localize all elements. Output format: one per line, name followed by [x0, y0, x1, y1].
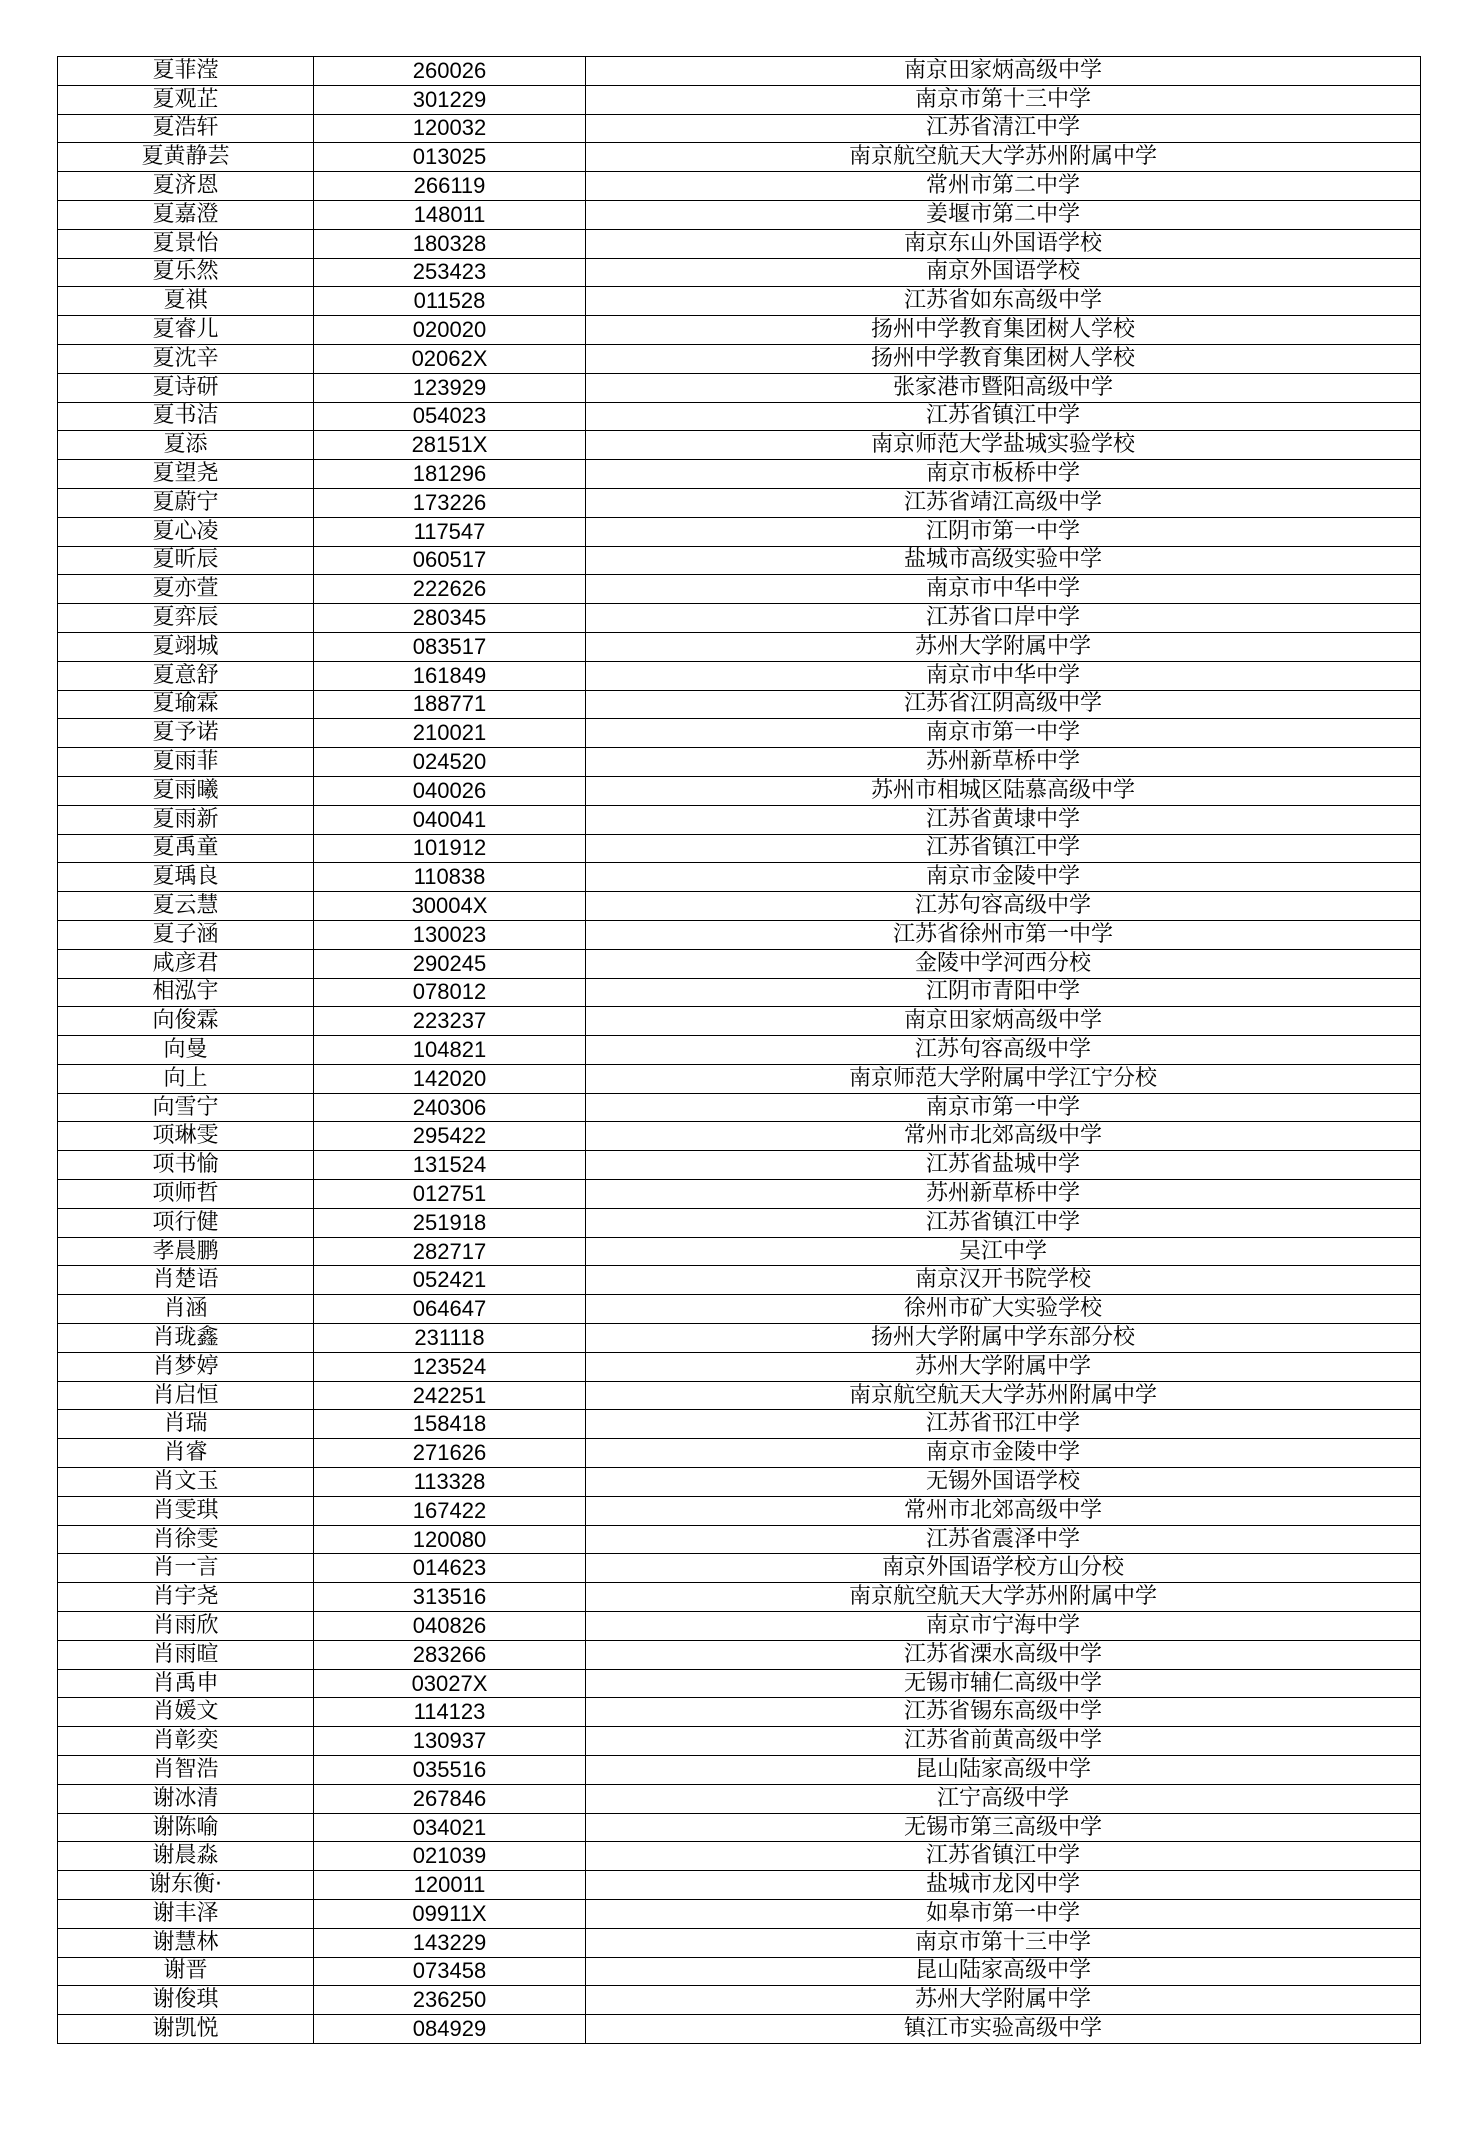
student-name-cell: 肖瑞 [58, 1410, 314, 1439]
school-name-cell: 昆山陆家高级中学 [586, 1957, 1421, 1986]
school-name-cell: 盐城市高级实验中学 [586, 546, 1421, 575]
table-row [58, 1756, 1421, 1785]
school-name-cell: 南京市第十三中学 [586, 85, 1421, 114]
student-name-cell: 夏济恩 [58, 172, 314, 201]
table-row [58, 892, 1421, 921]
student-name-cell: 肖雯琪 [58, 1496, 314, 1525]
table-row [58, 344, 1421, 373]
table-row [58, 1381, 1421, 1410]
table-row [58, 229, 1421, 258]
student-name-cell: 夏瑀良 [58, 863, 314, 892]
student-id-cell: 231118 [314, 1324, 586, 1353]
student-id-cell: 188771 [314, 690, 586, 719]
school-name-cell: 江苏省口岸中学 [586, 604, 1421, 633]
table-row [58, 143, 1421, 172]
school-name-cell: 苏州大学附属中学 [586, 1986, 1421, 2015]
student-id-cell: 240306 [314, 1093, 586, 1122]
student-name-cell: 向俊霖 [58, 1007, 314, 1036]
student-name-cell: 肖徐雯 [58, 1525, 314, 1554]
table-row [58, 287, 1421, 316]
table-row [58, 661, 1421, 690]
school-name-cell: 南京田家炳高级中学 [586, 1007, 1421, 1036]
table-row [58, 1151, 1421, 1180]
student-name-cell: 向曼 [58, 1036, 314, 1065]
student-id-cell: 167422 [314, 1496, 586, 1525]
table-row [58, 1784, 1421, 1813]
student-name-cell: 相泓宇 [58, 978, 314, 1007]
student-name-cell: 肖雨暄 [58, 1640, 314, 1669]
student-name-cell: 项行健 [58, 1208, 314, 1237]
student-name-cell: 肖智浩 [58, 1756, 314, 1785]
student-id-cell: 060517 [314, 546, 586, 575]
student-name-cell: 夏昕辰 [58, 546, 314, 575]
student-name-cell: 肖楚语 [58, 1266, 314, 1295]
student-name-cell: 孝晨鹏 [58, 1237, 314, 1266]
school-name-cell: 常州市第二中学 [586, 172, 1421, 201]
school-name-cell: 江苏省前黄高级中学 [586, 1727, 1421, 1756]
student-name-cell: 夏雨新 [58, 805, 314, 834]
school-name-cell: 江苏省黄埭中学 [586, 805, 1421, 834]
table-row [58, 517, 1421, 546]
student-id-cell: 040826 [314, 1612, 586, 1641]
student-id-cell: 283266 [314, 1640, 586, 1669]
school-name-cell: 江苏省镇江中学 [586, 1208, 1421, 1237]
school-name-cell: 无锡市辅仁高级中学 [586, 1669, 1421, 1698]
school-name-cell: 扬州中学教育集团树人学校 [586, 316, 1421, 345]
student-id-cell: 301229 [314, 85, 586, 114]
table-row [58, 1122, 1421, 1151]
school-name-cell: 南京师范大学附属中学江宁分校 [586, 1064, 1421, 1093]
school-name-cell: 江苏省靖江高级中学 [586, 488, 1421, 517]
table-row [58, 1669, 1421, 1698]
student-name-cell: 肖宇尧 [58, 1583, 314, 1612]
school-name-cell: 南京师范大学盐城实验学校 [586, 431, 1421, 460]
table-row [58, 402, 1421, 431]
table-row [58, 488, 1421, 517]
student-id-cell: 054023 [314, 402, 586, 431]
student-name-cell: 肖珑鑫 [58, 1324, 314, 1353]
student-id-cell: 073458 [314, 1957, 586, 1986]
school-name-cell: 吴江中学 [586, 1237, 1421, 1266]
student-id-cell: 148011 [314, 200, 586, 229]
student-name-cell: 夏雨曦 [58, 776, 314, 805]
table-row [58, 748, 1421, 777]
student-id-cell: 143229 [314, 1928, 586, 1957]
student-name-cell: 谢陈喻 [58, 1813, 314, 1842]
table-row [58, 1813, 1421, 1842]
table-row [58, 920, 1421, 949]
school-name-cell: 南京外国语学校 [586, 258, 1421, 287]
table-row [58, 200, 1421, 229]
student-id-cell: 09911X [314, 1900, 586, 1929]
table-row [58, 1266, 1421, 1295]
table-row [58, 604, 1421, 633]
school-name-cell: 盐城市龙冈中学 [586, 1871, 1421, 1900]
student-name-cell: 夏祺 [58, 287, 314, 316]
student-id-cell: 110838 [314, 863, 586, 892]
school-name-cell: 江苏省邗江中学 [586, 1410, 1421, 1439]
table-row [58, 1237, 1421, 1266]
student-name-cell: 肖涵 [58, 1295, 314, 1324]
student-name-cell: 夏乐然 [58, 258, 314, 287]
table-row [58, 690, 1421, 719]
table-row [58, 834, 1421, 863]
student-name-cell: 夏弈辰 [58, 604, 314, 633]
student-id-cell: 011528 [314, 287, 586, 316]
student-name-cell: 夏黄静芸 [58, 143, 314, 172]
student-id-cell: 158418 [314, 1410, 586, 1439]
student-name-cell: 夏翊城 [58, 632, 314, 661]
school-name-cell: 南京田家炳高级中学 [586, 57, 1421, 86]
table-row [58, 805, 1421, 834]
table-row [58, 172, 1421, 201]
student-id-cell: 078012 [314, 978, 586, 1007]
student-id-cell: 020020 [314, 316, 586, 345]
school-name-cell: 张家港市暨阳高级中学 [586, 373, 1421, 402]
school-name-cell: 如皋市第一中学 [586, 1900, 1421, 1929]
student-id-cell: 114123 [314, 1698, 586, 1727]
student-name-cell: 谢东衡· [58, 1871, 314, 1900]
student-id-cell: 012751 [314, 1180, 586, 1209]
school-name-cell: 江苏省镇江中学 [586, 402, 1421, 431]
student-name-cell: 咸彦君 [58, 949, 314, 978]
school-name-cell: 江宁高级中学 [586, 1784, 1421, 1813]
school-name-cell: 南京航空航天大学苏州附属中学 [586, 1583, 1421, 1612]
school-name-cell: 江苏省徐州市第一中学 [586, 920, 1421, 949]
school-name-cell: 南京东山外国语学校 [586, 229, 1421, 258]
school-name-cell: 江苏句容高级中学 [586, 1036, 1421, 1065]
student-name-cell: 夏嘉澄 [58, 200, 314, 229]
table-row [58, 1612, 1421, 1641]
student-name-cell: 夏沈辛 [58, 344, 314, 373]
student-id-cell: 120080 [314, 1525, 586, 1554]
student-id-cell: 123929 [314, 373, 586, 402]
school-name-cell: 江苏省溧水高级中学 [586, 1640, 1421, 1669]
student-name-cell: 谢丰泽 [58, 1900, 314, 1929]
student-id-cell: 040041 [314, 805, 586, 834]
school-name-cell: 南京市第一中学 [586, 719, 1421, 748]
table-row [58, 575, 1421, 604]
school-name-cell: 常州市北郊高级中学 [586, 1122, 1421, 1151]
student-name-cell: 夏瑜霖 [58, 690, 314, 719]
school-name-cell: 南京市第十三中学 [586, 1928, 1421, 1957]
school-name-cell: 江苏句容高级中学 [586, 892, 1421, 921]
student-name-cell: 夏雨菲 [58, 748, 314, 777]
student-id-cell: 084929 [314, 2015, 586, 2044]
student-id-cell: 104821 [314, 1036, 586, 1065]
school-name-cell: 无锡市第三高级中学 [586, 1813, 1421, 1842]
school-name-cell: 南京外国语学校方山分校 [586, 1554, 1421, 1583]
student-id-cell: 131524 [314, 1151, 586, 1180]
school-name-cell: 南京航空航天大学苏州附属中学 [586, 143, 1421, 172]
table-row [58, 863, 1421, 892]
student-name-cell: 向雪宁 [58, 1093, 314, 1122]
school-name-cell: 江苏省镇江中学 [586, 834, 1421, 863]
table-row [58, 1928, 1421, 1957]
table-row [58, 85, 1421, 114]
student-id-cell: 040026 [314, 776, 586, 805]
table-row [58, 1468, 1421, 1497]
student-name-cell: 夏浩轩 [58, 114, 314, 143]
table-row [58, 373, 1421, 402]
table-row [58, 1064, 1421, 1093]
student-name-cell: 夏书洁 [58, 402, 314, 431]
table-row [58, 1871, 1421, 1900]
student-name-cell: 肖睿 [58, 1439, 314, 1468]
school-name-cell: 江苏省如东高级中学 [586, 287, 1421, 316]
student-name-cell: 夏望尧 [58, 460, 314, 489]
student-name-cell: 夏诗研 [58, 373, 314, 402]
table-row [58, 1295, 1421, 1324]
student-name-cell: 夏云慧 [58, 892, 314, 921]
student-name-cell: 肖雨欣 [58, 1612, 314, 1641]
student-name-cell: 肖禹申 [58, 1669, 314, 1698]
student-id-cell: 034021 [314, 1813, 586, 1842]
student-list-table [57, 56, 1421, 2044]
student-id-cell: 266119 [314, 172, 586, 201]
table-row [58, 2015, 1421, 2044]
student-id-cell: 161849 [314, 661, 586, 690]
school-name-cell: 苏州大学附属中学 [586, 1352, 1421, 1381]
student-name-cell: 谢凯悦 [58, 2015, 314, 2044]
table-row [58, 1352, 1421, 1381]
student-id-cell: 28151X [314, 431, 586, 460]
student-name-cell: 谢冰清 [58, 1784, 314, 1813]
table-row [58, 1957, 1421, 1986]
student-name-cell: 项书愉 [58, 1151, 314, 1180]
table-row [58, 1727, 1421, 1756]
student-id-cell: 130023 [314, 920, 586, 949]
student-id-cell: 083517 [314, 632, 586, 661]
table-row [58, 632, 1421, 661]
school-name-cell: 无锡外国语学校 [586, 1468, 1421, 1497]
school-name-cell: 江苏省镇江中学 [586, 1842, 1421, 1871]
student-id-cell: 260026 [314, 57, 586, 86]
table-row [58, 719, 1421, 748]
student-id-cell: 280345 [314, 604, 586, 633]
table-row [58, 978, 1421, 1007]
school-name-cell: 姜堰市第二中学 [586, 200, 1421, 229]
school-name-cell: 苏州大学附属中学 [586, 632, 1421, 661]
student-name-cell: 肖梦婷 [58, 1352, 314, 1381]
student-name-cell: 向上 [58, 1064, 314, 1093]
table-row [58, 1496, 1421, 1525]
student-name-cell: 夏禹童 [58, 834, 314, 863]
student-id-cell: 181296 [314, 460, 586, 489]
student-name-cell: 肖文玉 [58, 1468, 314, 1497]
student-id-cell: 253423 [314, 258, 586, 287]
student-name-cell: 夏意舒 [58, 661, 314, 690]
student-id-cell: 290245 [314, 949, 586, 978]
table-row [58, 1986, 1421, 2015]
school-name-cell: 昆山陆家高级中学 [586, 1756, 1421, 1785]
student-id-cell: 251918 [314, 1208, 586, 1237]
student-list-body [58, 57, 1421, 2044]
student-id-cell: 180328 [314, 229, 586, 258]
student-name-cell: 夏予诺 [58, 719, 314, 748]
table-row [58, 1554, 1421, 1583]
student-name-cell: 夏睿儿 [58, 316, 314, 345]
student-id-cell: 101912 [314, 834, 586, 863]
student-id-cell: 052421 [314, 1266, 586, 1295]
school-name-cell: 南京市第一中学 [586, 1093, 1421, 1122]
table-row [58, 1093, 1421, 1122]
student-id-cell: 210021 [314, 719, 586, 748]
table-row [58, 1180, 1421, 1209]
student-id-cell: 236250 [314, 1986, 586, 2015]
school-name-cell: 南京市宁海中学 [586, 1612, 1421, 1641]
school-name-cell: 江苏省清江中学 [586, 114, 1421, 143]
student-name-cell: 项琳雯 [58, 1122, 314, 1151]
student-name-cell: 夏心凌 [58, 517, 314, 546]
school-name-cell: 扬州中学教育集团树人学校 [586, 344, 1421, 373]
table-row [58, 1640, 1421, 1669]
school-name-cell: 常州市北郊高级中学 [586, 1496, 1421, 1525]
table-row [58, 114, 1421, 143]
table-row [58, 316, 1421, 345]
student-id-cell: 313516 [314, 1583, 586, 1612]
student-id-cell: 014623 [314, 1554, 586, 1583]
student-id-cell: 021039 [314, 1842, 586, 1871]
table-row [58, 1842, 1421, 1871]
student-id-cell: 123524 [314, 1352, 586, 1381]
school-name-cell: 南京市金陵中学 [586, 1439, 1421, 1468]
student-name-cell: 夏观芷 [58, 85, 314, 114]
student-name-cell: 夏添 [58, 431, 314, 460]
table-row [58, 460, 1421, 489]
school-name-cell: 苏州市相城区陆慕高级中学 [586, 776, 1421, 805]
student-id-cell: 271626 [314, 1439, 586, 1468]
school-name-cell: 江苏省盐城中学 [586, 1151, 1421, 1180]
school-name-cell: 扬州大学附属中学东部分校 [586, 1324, 1421, 1353]
student-name-cell: 肖彰奕 [58, 1727, 314, 1756]
student-id-cell: 024520 [314, 748, 586, 777]
student-name-cell: 夏亦萱 [58, 575, 314, 604]
school-name-cell: 南京航空航天大学苏州附属中学 [586, 1381, 1421, 1410]
student-name-cell: 谢晋 [58, 1957, 314, 1986]
school-name-cell: 金陵中学河西分校 [586, 949, 1421, 978]
table-row [58, 1324, 1421, 1353]
student-name-cell: 夏蔚宁 [58, 488, 314, 517]
table-row [58, 949, 1421, 978]
school-name-cell: 江苏省震泽中学 [586, 1525, 1421, 1554]
table-row [58, 431, 1421, 460]
student-id-cell: 117547 [314, 517, 586, 546]
student-id-cell: 120032 [314, 114, 586, 143]
table-row [58, 57, 1421, 86]
table-row [58, 546, 1421, 575]
school-name-cell: 苏州新草桥中学 [586, 748, 1421, 777]
table-row [58, 1900, 1421, 1929]
school-name-cell: 南京市中华中学 [586, 661, 1421, 690]
student-id-cell: 113328 [314, 1468, 586, 1497]
student-id-cell: 013025 [314, 143, 586, 172]
school-name-cell: 徐州市矿大实验学校 [586, 1295, 1421, 1324]
table-row [58, 1439, 1421, 1468]
student-id-cell: 173226 [314, 488, 586, 517]
student-id-cell: 02062X [314, 344, 586, 373]
student-name-cell: 肖启恒 [58, 1381, 314, 1410]
table-row [58, 1007, 1421, 1036]
table-row [58, 1698, 1421, 1727]
student-id-cell: 222626 [314, 575, 586, 604]
student-id-cell: 223237 [314, 1007, 586, 1036]
school-name-cell: 南京汉开书院学校 [586, 1266, 1421, 1295]
table-row [58, 1036, 1421, 1065]
school-name-cell: 苏州新草桥中学 [586, 1180, 1421, 1209]
student-name-cell: 谢慧林 [58, 1928, 314, 1957]
school-name-cell: 南京市板桥中学 [586, 460, 1421, 489]
student-name-cell: 夏菲滢 [58, 57, 314, 86]
student-name-cell: 肖一言 [58, 1554, 314, 1583]
student-id-cell: 242251 [314, 1381, 586, 1410]
student-name-cell: 项师哲 [58, 1180, 314, 1209]
student-id-cell: 30004X [314, 892, 586, 921]
table-row [58, 1525, 1421, 1554]
student-id-cell: 282717 [314, 1237, 586, 1266]
student-id-cell: 035516 [314, 1756, 586, 1785]
school-name-cell: 江苏省锡东高级中学 [586, 1698, 1421, 1727]
table-row [58, 776, 1421, 805]
student-id-cell: 03027X [314, 1669, 586, 1698]
student-id-cell: 295422 [314, 1122, 586, 1151]
student-id-cell: 120011 [314, 1871, 586, 1900]
student-id-cell: 064647 [314, 1295, 586, 1324]
table-row [58, 1583, 1421, 1612]
student-id-cell: 267846 [314, 1784, 586, 1813]
student-name-cell: 夏子涵 [58, 920, 314, 949]
school-name-cell: 南京市中华中学 [586, 575, 1421, 604]
student-name-cell: 肖媛文 [58, 1698, 314, 1727]
school-name-cell: 江苏省江阴高级中学 [586, 690, 1421, 719]
student-id-cell: 130937 [314, 1727, 586, 1756]
table-row [58, 1410, 1421, 1439]
table-row [58, 258, 1421, 287]
student-name-cell: 谢晨淼 [58, 1842, 314, 1871]
school-name-cell: 江阴市青阳中学 [586, 978, 1421, 1007]
school-name-cell: 江阴市第一中学 [586, 517, 1421, 546]
school-name-cell: 镇江市实验高级中学 [586, 2015, 1421, 2044]
table-row [58, 1208, 1421, 1237]
student-id-cell: 142020 [314, 1064, 586, 1093]
student-name-cell: 谢俊琪 [58, 1986, 314, 2015]
school-name-cell: 南京市金陵中学 [586, 863, 1421, 892]
student-name-cell: 夏景怡 [58, 229, 314, 258]
